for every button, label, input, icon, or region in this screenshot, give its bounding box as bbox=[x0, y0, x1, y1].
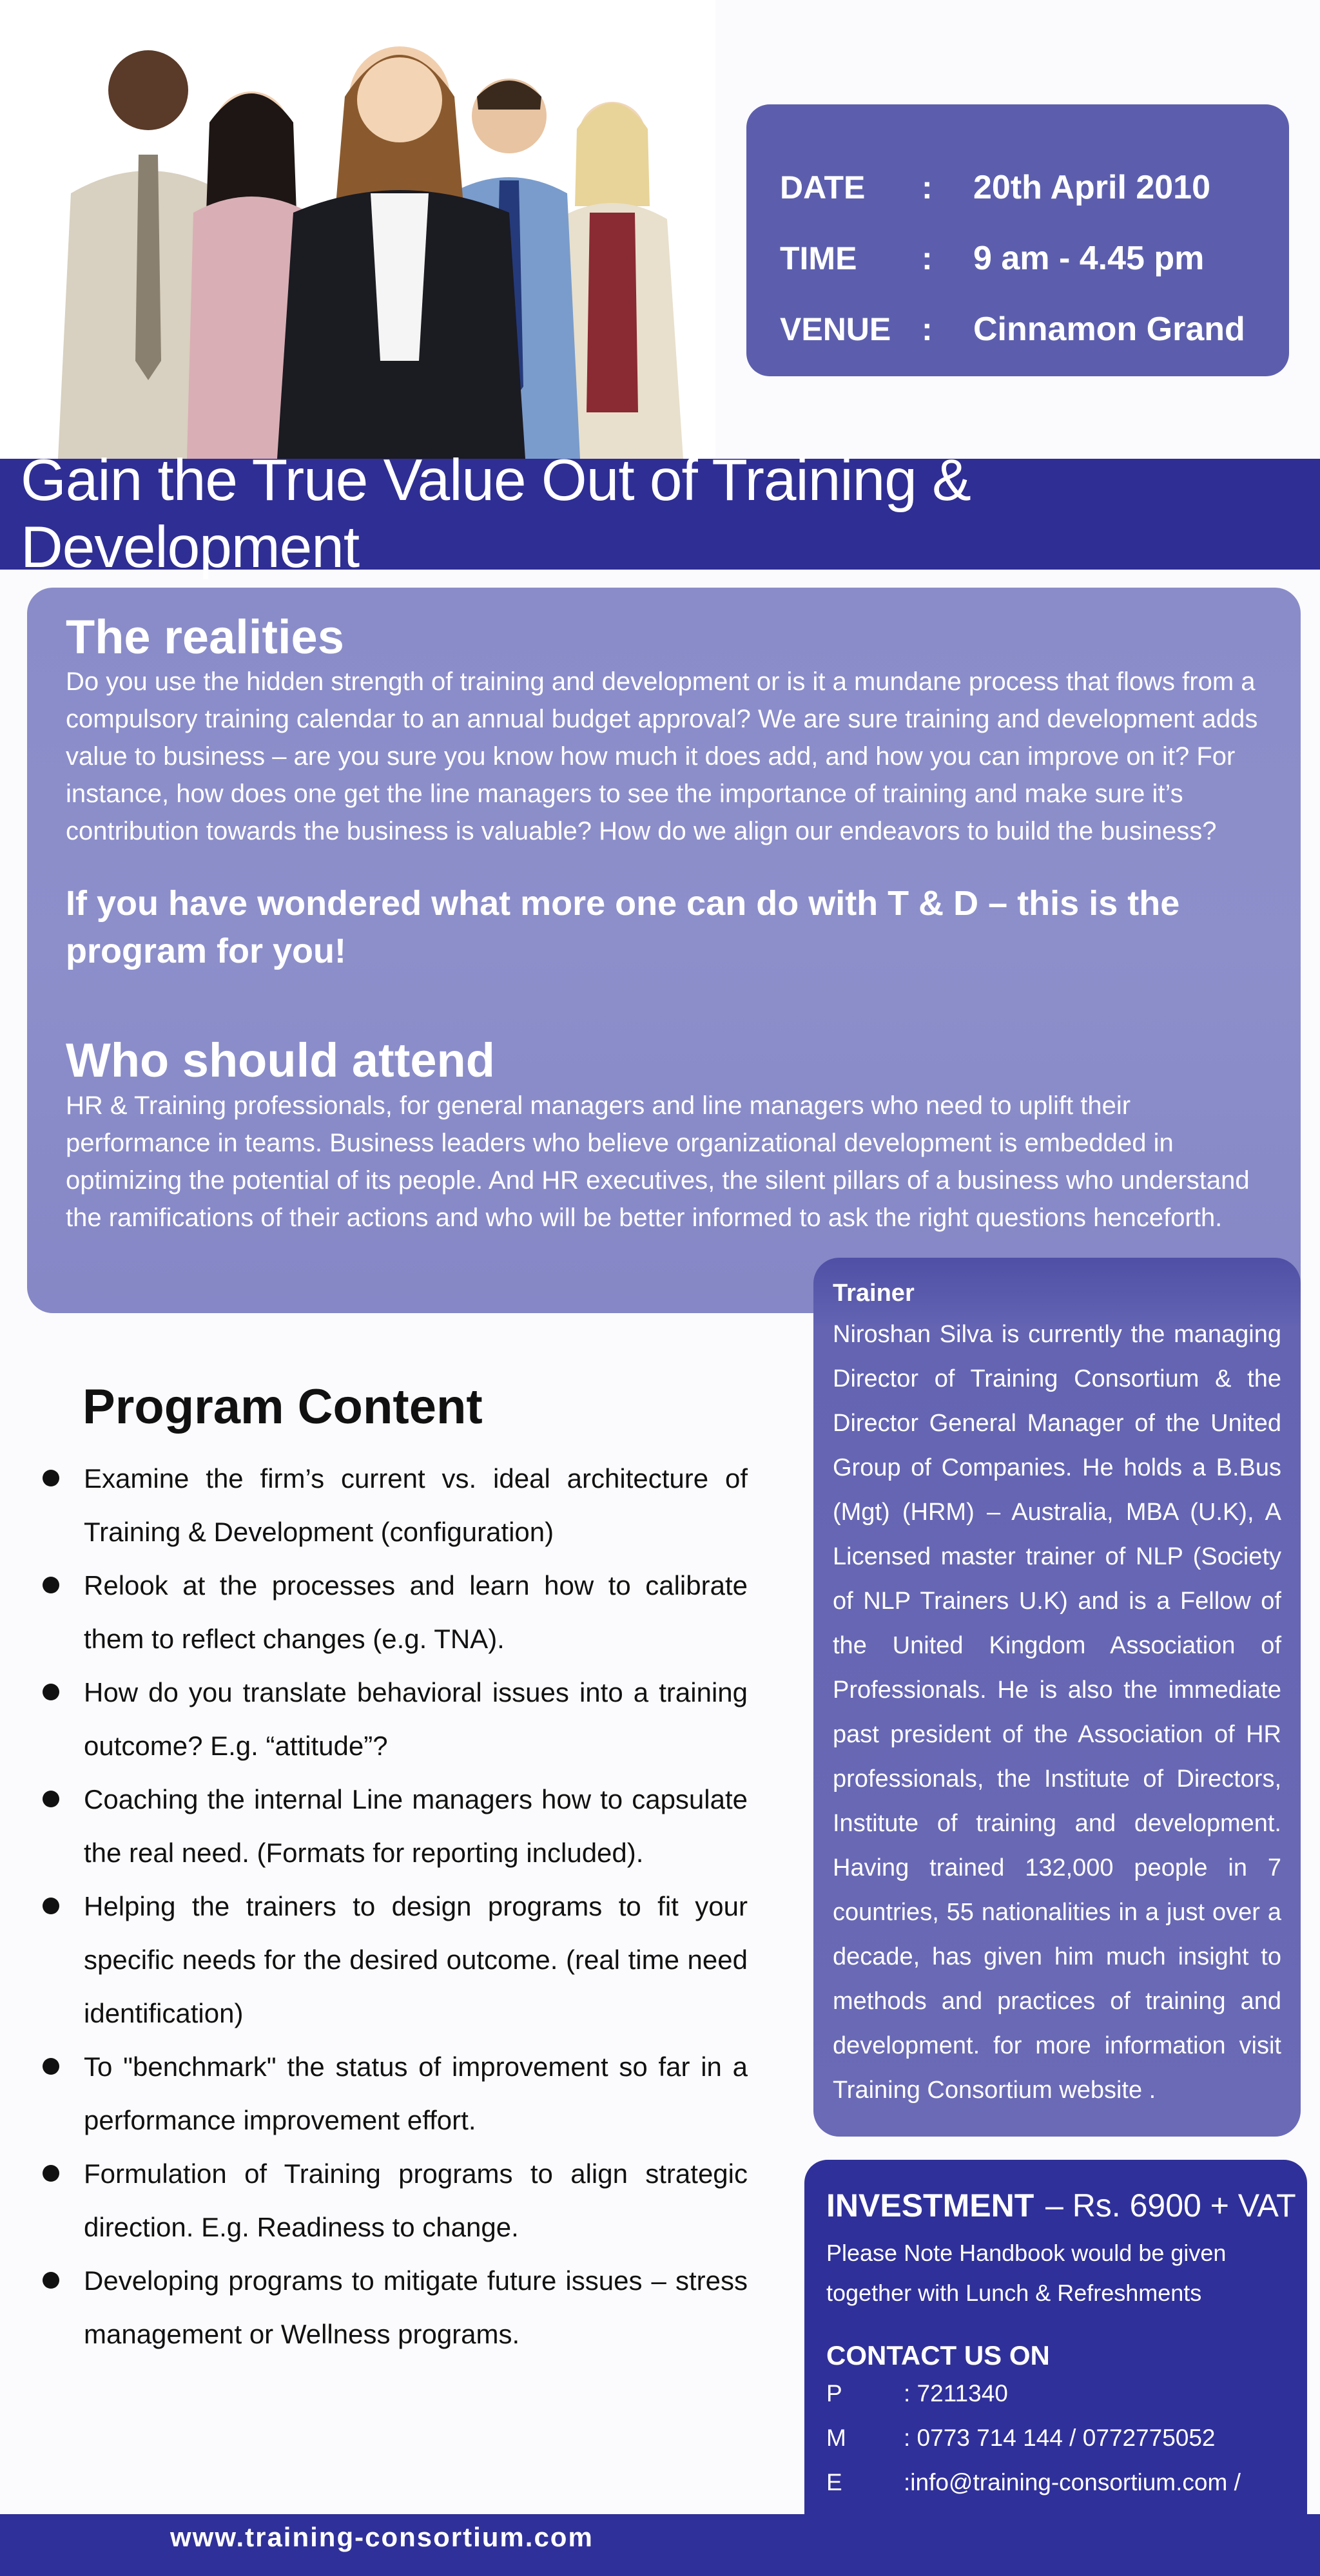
bullet-icon bbox=[43, 1898, 59, 1914]
program-item bbox=[39, 1559, 748, 1666]
date-label: DATE bbox=[780, 169, 866, 206]
program-item-text: Examine the firm’s current vs. ideal architecture of Training & Development (configuration) bbox=[84, 1463, 748, 1547]
bullet-icon bbox=[43, 1684, 59, 1700]
program-content bbox=[39, 1379, 748, 2361]
contact-mobile bbox=[826, 2416, 1307, 2460]
team-photo bbox=[0, 0, 715, 459]
bullet-icon bbox=[43, 2165, 59, 2182]
investment-row bbox=[826, 2187, 1307, 2224]
program-list bbox=[39, 1452, 748, 2361]
headline-banner bbox=[0, 448, 1320, 580]
event-info-box bbox=[746, 104, 1289, 376]
program-item-text: Helping the trainers to design programs to fit your specific needs for the desired outcome. (real time need identification) bbox=[84, 1891, 748, 2028]
event-venue-row bbox=[780, 294, 1289, 365]
phone-value[interactable]: : 7211340 bbox=[904, 2380, 1008, 2407]
program-item bbox=[39, 1879, 748, 2040]
event-date-row bbox=[780, 152, 1289, 223]
venue-separator: : bbox=[922, 311, 933, 347]
investment-note: Please Note Handbook would be given together with Lunch & Refreshments bbox=[826, 2240, 1227, 2306]
mobile-value[interactable]: : 0773 714 144 / 0772775052 bbox=[904, 2425, 1216, 2451]
bullet-icon bbox=[43, 2058, 59, 2075]
venue-value: Cinnamon Grand bbox=[973, 311, 1245, 348]
venue-label: VENUE bbox=[780, 311, 891, 347]
program-item bbox=[39, 1666, 748, 1773]
program-item bbox=[39, 2254, 748, 2361]
contact-title: CONTACT US ON bbox=[826, 2340, 1050, 2370]
program-item bbox=[39, 2040, 748, 2147]
bullet-icon bbox=[43, 1577, 59, 1593]
phone-key: P bbox=[826, 2380, 842, 2407]
program-item bbox=[39, 1773, 748, 1879]
realities-body: Do you use the hidden strength of training and development or is it a mundane process that flows from a compulsory training calendar to an annual budget approval? We are sure training and development adds value to business – are you sure you know how much it does add, and how you can improve on it? For instance, how does one get the line managers to see the importance of training and make sure it’s contribution towards the business is valuable? How do we align our endeavors to build the business? bbox=[66, 668, 1258, 846]
time-value: 9 am - 4.45 pm bbox=[973, 240, 1205, 277]
program-title: Program Content bbox=[82, 1379, 483, 1434]
program-item-text: Coaching the internal Line managers how to capsulate the real need. (Formats for reporting included). bbox=[84, 1784, 748, 1868]
mobile-key: M bbox=[826, 2425, 846, 2451]
contact-email bbox=[826, 2460, 1307, 2504]
program-item-text: Formulation of Training programs to align strategic direction. E.g. Readiness to change. bbox=[84, 2158, 748, 2242]
realities-panel bbox=[27, 588, 1301, 1313]
headline-text: Gain the True Value Out of Training & Development bbox=[21, 448, 971, 580]
date-value: 20th April 2010 bbox=[973, 169, 1211, 206]
email-value[interactable]: :info@training-consortium.com / bbox=[904, 2469, 1241, 2495]
program-item-text: To "benchmark" the status of improvement so far in a performance improvement effort. bbox=[84, 2052, 748, 2135]
bullet-icon bbox=[43, 1791, 59, 1807]
trainer-title: Trainer bbox=[833, 1280, 915, 1307]
program-item-text: How do you translate behavioral issues into a training outcome? E.g. “attitude”? bbox=[84, 1677, 748, 1761]
bullet-icon bbox=[43, 2272, 59, 2289]
program-item-text: Relook at the processes and learn how to calibrate them to reflect changes (e.g. TNA). bbox=[84, 1570, 748, 1654]
program-callout: If you have wondered what more one can do with T & D – this is the program for you! bbox=[66, 884, 1180, 971]
program-item-text: Developing programs to mitigate future issues – stress management or Wellness programs. bbox=[84, 2265, 748, 2349]
bullet-icon bbox=[43, 1470, 59, 1486]
email-key: E bbox=[826, 2469, 842, 2495]
contact-phone bbox=[826, 2371, 1307, 2416]
date-separator: : bbox=[922, 169, 933, 206]
event-time-row bbox=[780, 223, 1289, 294]
investment-price: – Rs. 6900 + VAT bbox=[1045, 2187, 1296, 2224]
trainer-panel bbox=[813, 1258, 1301, 2137]
time-separator: : bbox=[922, 240, 933, 276]
investment-label: INVESTMENT bbox=[826, 2187, 1034, 2224]
trainer-bio: Niroshan Silva is currently the managing Director of Training Consortium & the Director General Manager of the United Group of Companies. He holds a B.Bus (Mgt) (HRM) – Australia, MBA (U.K), A Licensed master trainer of NLP (Society of NLP Trainers U.K) and is a Fellow of the United Kingdom Association of Professionals. He is also the immediate past president of the Association of HR professionals, the Institute of Directors, Institute of training and development. Having trained 132,000 people in 7 countries, 55 nationalities in a just over a decade, has given him much insight to methods and practices of training and development. for more information visit Training Consortium website . bbox=[833, 1321, 1281, 2104]
website-link[interactable]: www.training-consortium.com bbox=[170, 2522, 594, 2552]
time-label: TIME bbox=[780, 240, 857, 276]
attend-body: HR & Training professionals, for general managers and line managers who need to uplift their performance in teams. Business leaders who believe organizational development is embedded in optimizing the potential of its people. And HR executives, the silent pillars of a business who understand the ramifications of their actions and who will be better informed to ask the right questions henceforth. bbox=[66, 1091, 1250, 1232]
realities-title: The realities bbox=[66, 610, 344, 664]
program-item bbox=[39, 2147, 748, 2254]
program-item bbox=[39, 1452, 748, 1559]
attend-title: Who should attend bbox=[66, 1033, 495, 1088]
